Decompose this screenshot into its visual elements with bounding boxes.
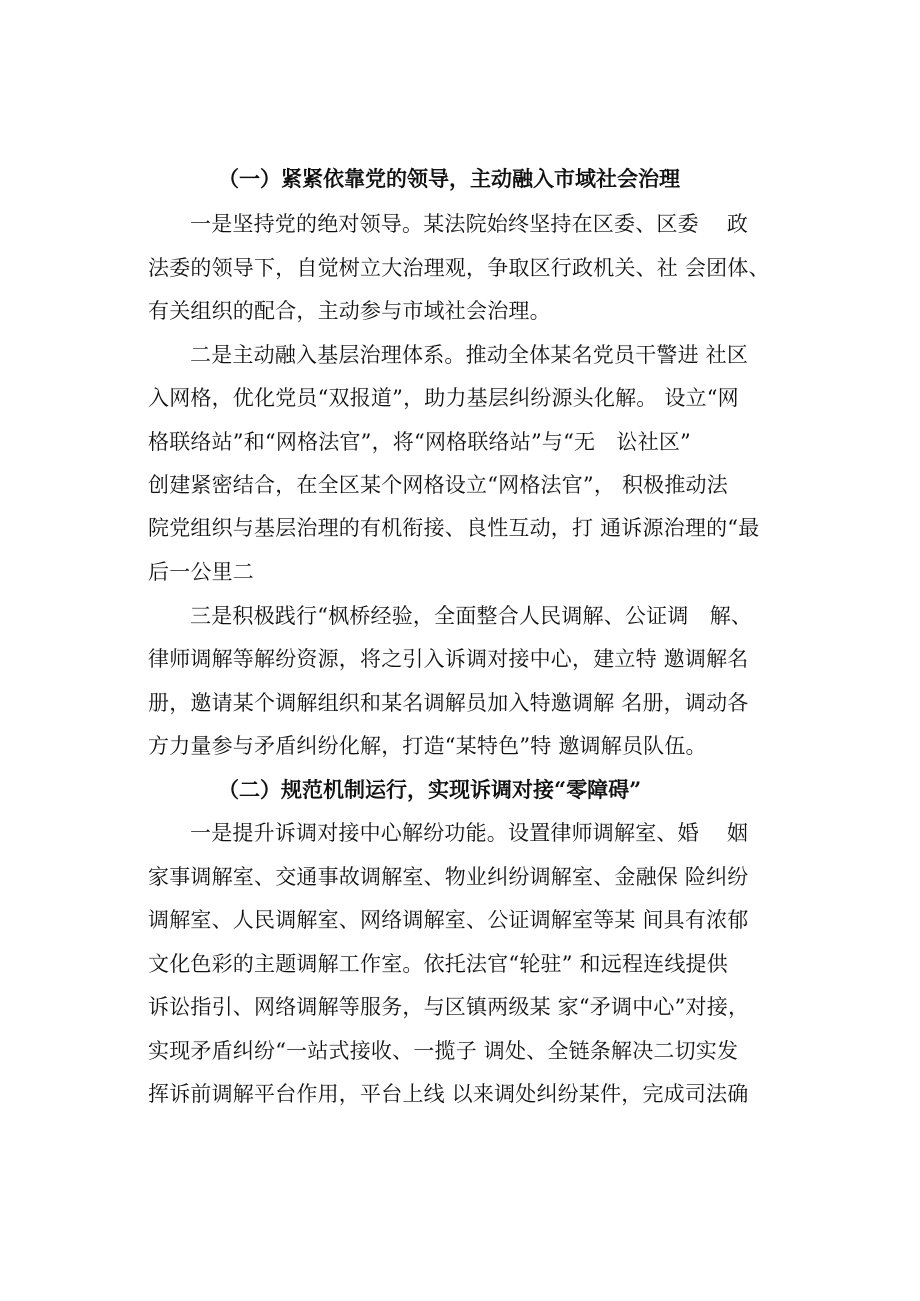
paragraph-line: 文化色彩的主题调解工作室。依托法官“轮驻” 和远程连线提供: [148, 952, 728, 976]
paragraph-line: 格联络站”和“网格法官”，将“网格联络站”与“无 讼社区”: [148, 430, 691, 454]
paragraph-line: 法委的领导下，自觉树立大治理观，争取区行政机关、社 会团体、: [148, 256, 770, 280]
paragraph-line: 后一公里二: [148, 560, 254, 584]
section-heading-2: （二）规范机制运行，实现诉调对接“零障碍”: [218, 777, 642, 802]
paragraph-line: 院党组织与基层治理的有机衔接、良性互动，打 通诉源治理的“最: [148, 516, 760, 540]
section-heading-1: （一）紧紧依靠党的领导，主动融入市域社会治理: [218, 166, 680, 191]
paragraph-line: 有关组织的配合，主动参与市域社会治理。: [148, 299, 551, 323]
paragraph-line: 家事调解室、交通事故调解室、物业纠纷调解室、金融保 险纠纷: [148, 865, 749, 889]
paragraph-line: 诉讼指引、网络调解等服务，与区镇两级某 家“矛调中心”对接，: [148, 995, 750, 1019]
paragraph-line: 入网格，优化党员“双报道”，助力基层纠纷源头化解。 设立“网: [148, 386, 739, 410]
paragraph-line: 二是主动融入基层治理体系。推动全体某名党员干警进 社区: [190, 343, 749, 367]
paragraph-line: 一是提升诉调对接中心解纷功能。设置律师调解室、婚 姻: [190, 821, 749, 845]
paragraph-line: 一是坚持党的绝对领导。某法院始终坚持在区委、区委 政: [190, 212, 749, 236]
paragraph-line: 创建紧密结合，在全区某个网格设立“网格法官”， 积极推动法: [148, 473, 728, 497]
paragraph-line: 调解室、人民调解室、网络调解室、公证调解室等某 间具有浓郁: [148, 908, 749, 932]
paragraph-line: 实现矛盾纠纷“一站式接收、一揽子 调处、全链条解决二切实发: [148, 1039, 739, 1063]
paragraph-line: 挥诉前调解平台作用，平台上线 以来调处纠纷某件，完成司法确: [148, 1082, 749, 1106]
paragraph-line: 方力量参与矛盾纠纷化解，打造“某特色”特 邀调解员队伍。: [148, 734, 707, 758]
paragraph-line: 册，邀请某个调解组织和某名调解员加入特邀调解 名册，调动各: [148, 691, 749, 715]
paragraph-line: 律师调解等解纷资源，将之引入诉调对接中心，建立特 邀调解名: [148, 647, 749, 671]
paragraph-line: 三是积极践行“枫桥经验，全面整合人民调解、公证调 解、: [190, 604, 753, 628]
